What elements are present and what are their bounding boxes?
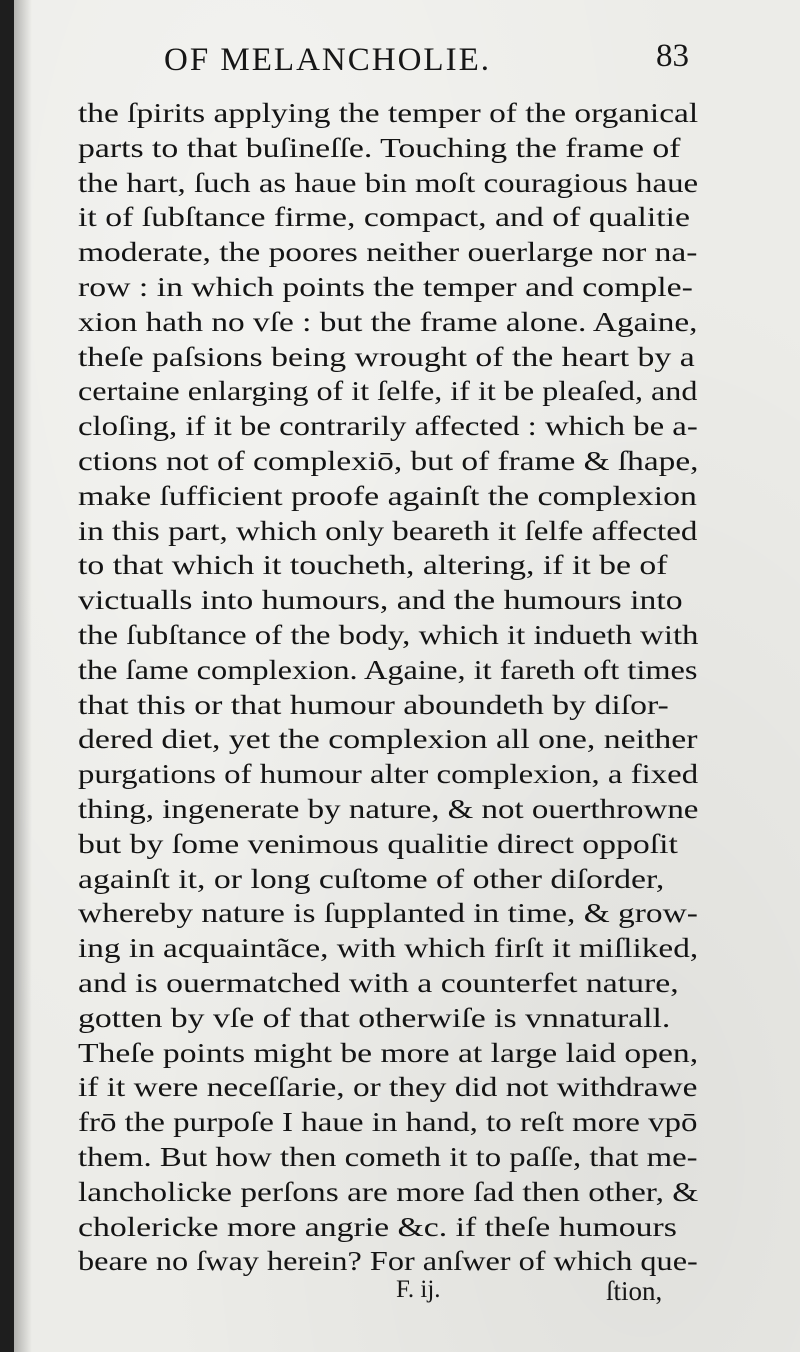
page-number: 83 — [656, 38, 689, 74]
text-line: purgations of humour alter complexion, a fixed — [78, 759, 699, 790]
text-line: gotten by vſe of that otherwiſe is vnnaturall. — [78, 1002, 671, 1033]
text-line: but by ſome venimous qualitie direct oppoſit — [78, 828, 678, 859]
book-page — [14, 0, 800, 1352]
text-line: ing in acquaintãce, with which firſt it miſliked, — [78, 933, 699, 964]
text-line: lancholicke perſons are more ſad then other, & — [78, 1176, 699, 1207]
text-line: the hart, ſuch as haue bin moſt couragious haue — [78, 167, 699, 198]
text-line: cholericke more angrie &c. if theſe humours — [78, 1211, 677, 1242]
text-line: make ſufficient proofe againſt the complexion — [78, 480, 697, 511]
text-line: the ſame complexion. Againe, it fareth oft times — [78, 654, 698, 685]
text-line: againſt it, or long cuſtome of other diſorder, — [78, 863, 665, 894]
text-line: parts to that buſineſſe. Touching the frame of — [78, 132, 681, 163]
text-line: row : in which points the temper and comple- — [78, 271, 693, 302]
text-line: dered diet, yet the complexion all one, neither — [78, 724, 698, 755]
text-line: the ſubſtance of the body, which it indueth with — [78, 619, 699, 650]
text-line: certaine enlarging of it ſelfe, if it be pleaſed, and — [78, 376, 698, 407]
page-header — [14, 38, 800, 88]
text-line: Theſe points might be more at large laid open, — [78, 1037, 699, 1068]
text-line: thing, ingenerate by nature, & not ouerthrowne — [78, 793, 699, 824]
text-line: and is ouermatched with a counterfet nature, — [78, 967, 679, 998]
text-line: cloſing, if it be contrarily affected : which be a- — [78, 411, 698, 442]
text-line: ctions not of complexiō, but of frame & ſhape, — [78, 445, 699, 476]
text-line: if it were neceſſarie, or they did not withdrawe — [78, 1072, 698, 1103]
text-line: xion hath no vſe : but the frame alone. Againe, — [78, 306, 698, 337]
text-line: victualls into humours, and the humours into — [78, 585, 683, 616]
text-line: to that which it toucheth, altering, if it be of — [78, 550, 668, 581]
text-line: frō the purpoſe I haue in hand, to reſt more vpō — [78, 1107, 698, 1138]
text-line: them. But how then cometh it to paſſe, that me- — [78, 1141, 698, 1172]
catchword: ſtion, — [606, 1276, 663, 1306]
text-line: moderate, the poores neither ouerlarge nor na- — [78, 237, 698, 268]
text-line: theſe paſsions being wrought of the heart by a — [78, 341, 695, 372]
running-title: OF MELANCHOLIE. — [164, 42, 491, 78]
signature-mark: F. ij. — [396, 1276, 441, 1303]
text-line: whereby nature is ſupplanted in time, & grow- — [78, 898, 698, 929]
text-line: the ſpirits applying the temper of the organical — [78, 98, 699, 128]
text-line: that this or that humour aboundeth by diſor- — [78, 689, 669, 720]
page-footer — [14, 1270, 800, 1310]
text-line: beare no ſway herein? For anſwer of which que- — [78, 1246, 698, 1277]
text-line: in this part, which only beareth it ſelfe affected — [78, 515, 698, 546]
body-text — [78, 96, 698, 1279]
text-line: it of ſubſtance firme, compact, and of qualitie — [78, 202, 690, 233]
